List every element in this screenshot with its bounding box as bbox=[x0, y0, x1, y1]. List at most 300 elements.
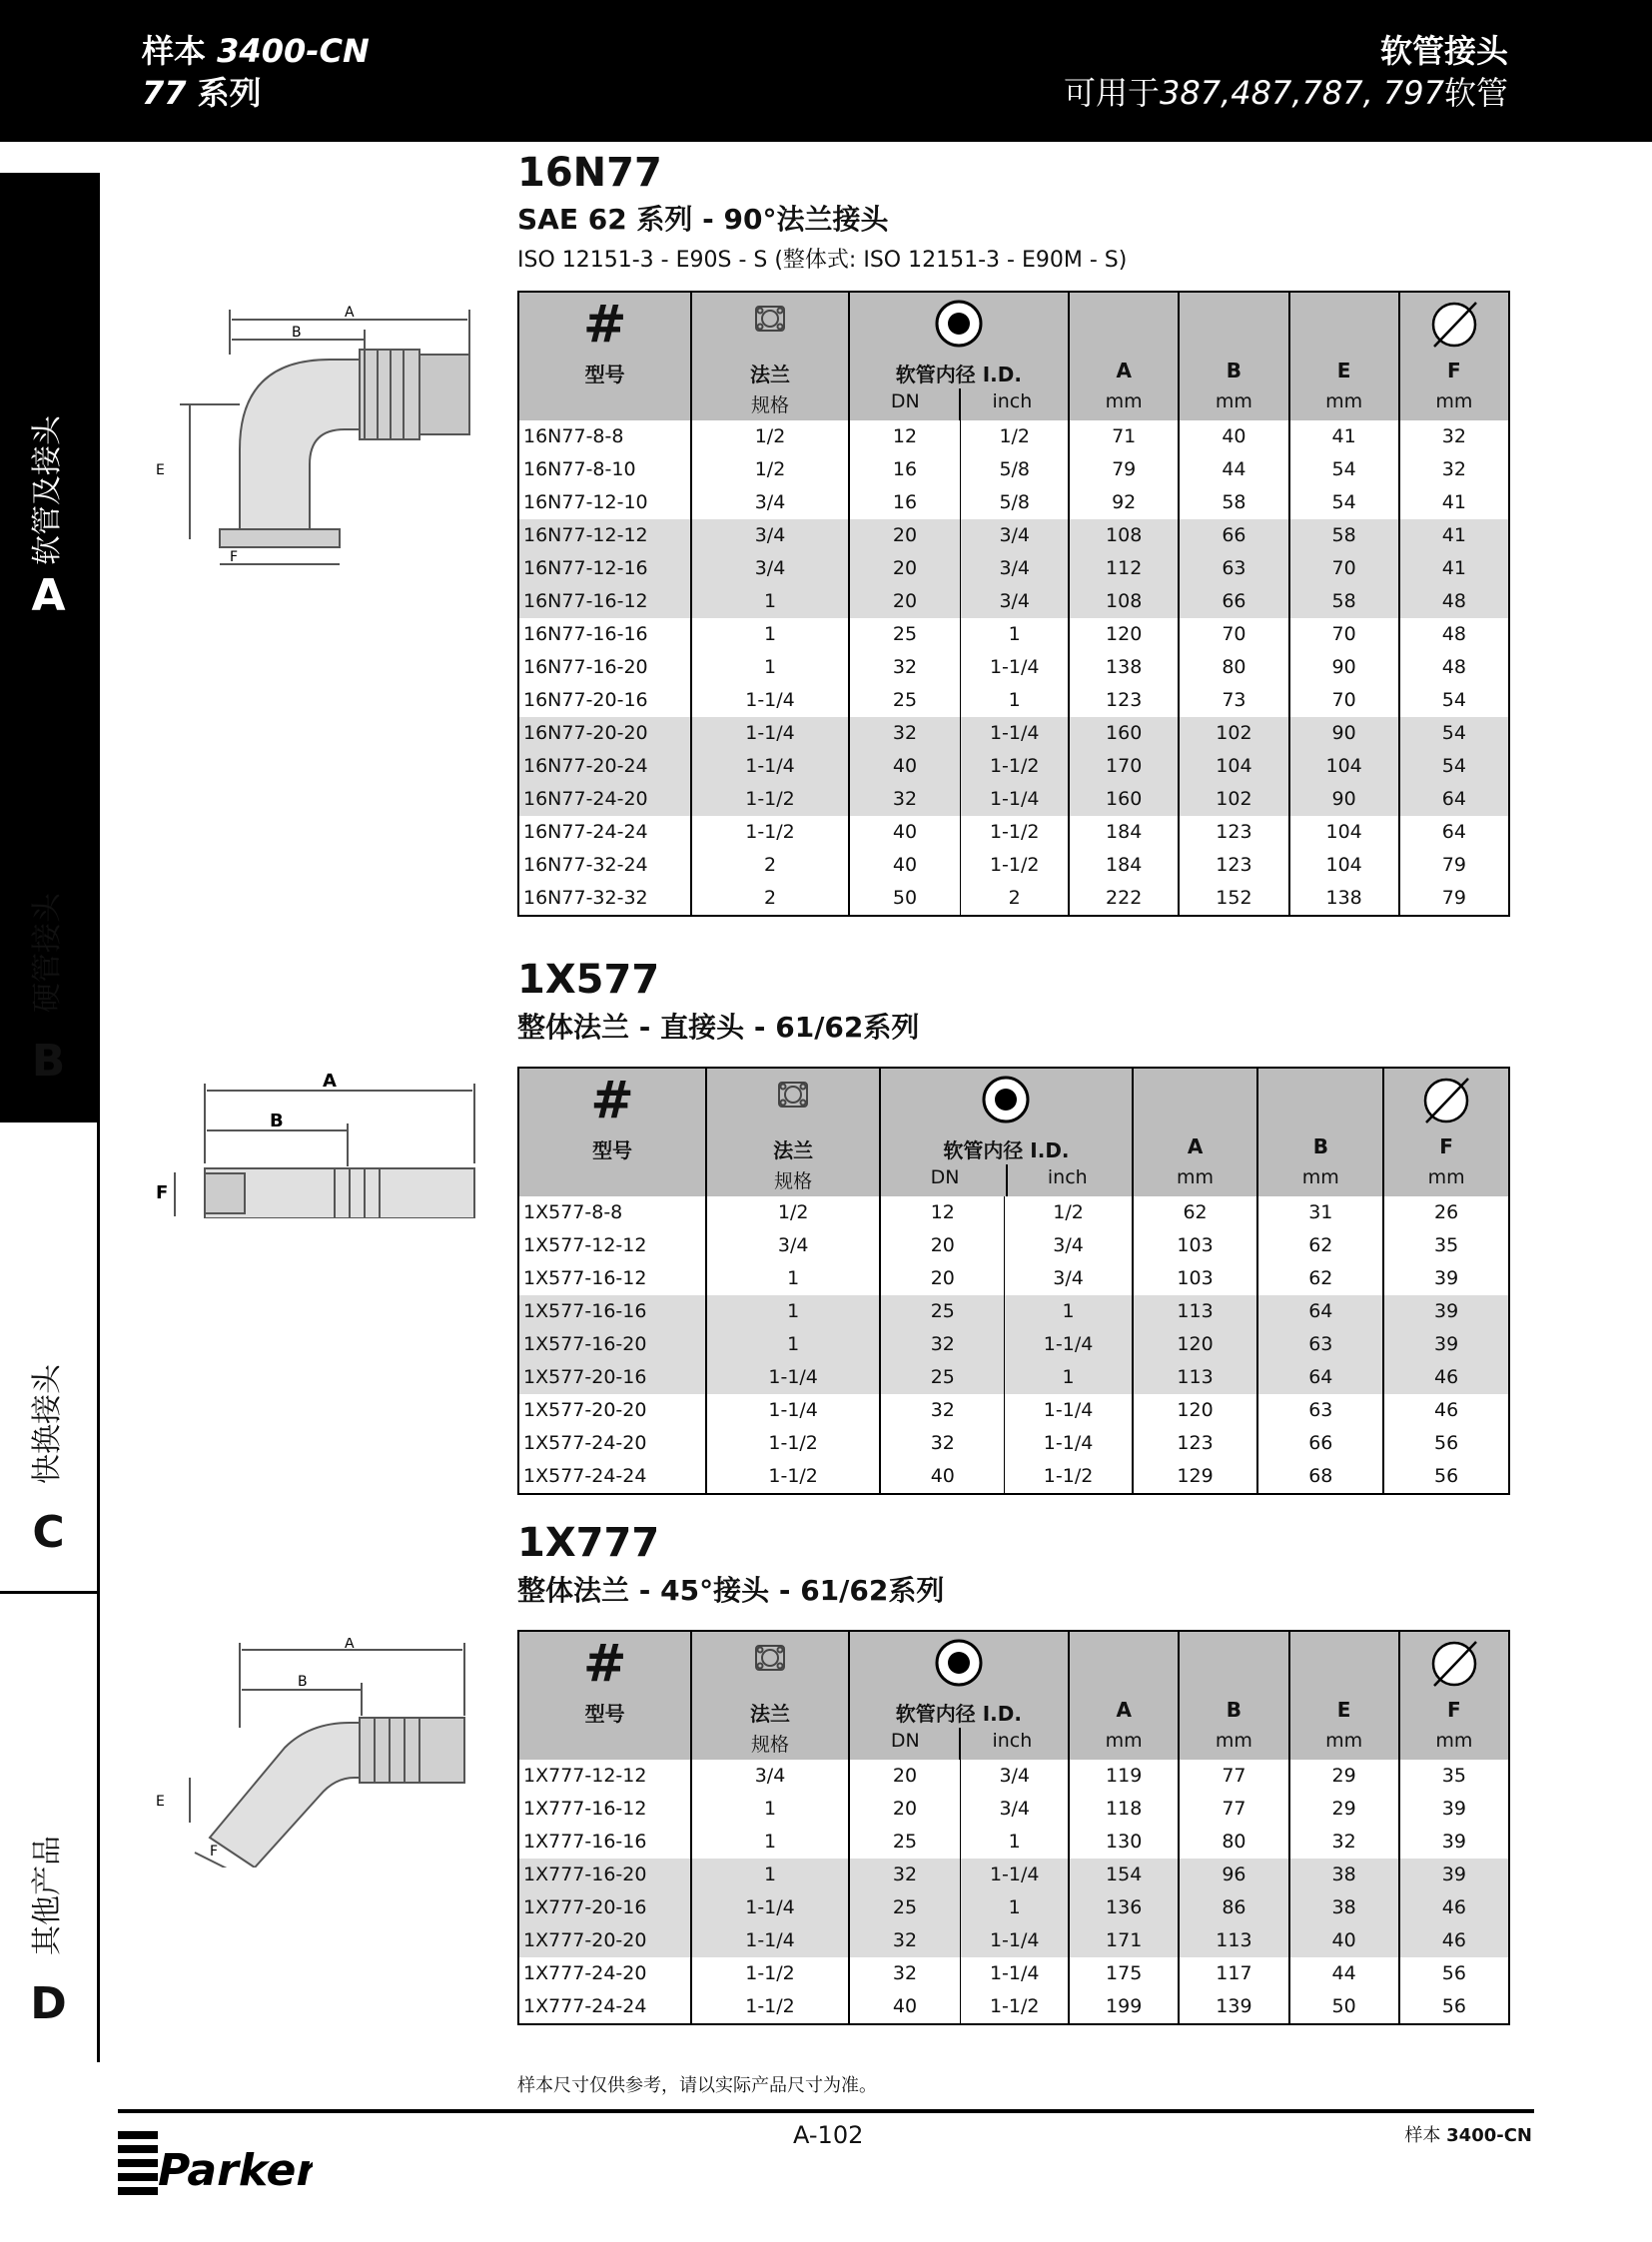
table-cell: 1/2 bbox=[961, 420, 1069, 453]
flange-label: 法兰 bbox=[750, 1702, 790, 1726]
table-row bbox=[518, 1760, 1509, 1793]
page-header bbox=[0, 0, 1652, 142]
dim-a-column-header bbox=[1069, 1631, 1179, 1760]
mm-label: mm bbox=[1435, 1730, 1473, 1752]
mm-label: mm bbox=[1177, 1166, 1215, 1188]
table-cell: 35 bbox=[1399, 1760, 1509, 1793]
table-row bbox=[518, 882, 1509, 916]
hash-symbol: # bbox=[582, 1634, 627, 1694]
table-cell: 20 bbox=[849, 1793, 961, 1826]
table-row bbox=[518, 1924, 1509, 1957]
table-cell: 32 bbox=[849, 1859, 961, 1891]
tab-c[interactable] bbox=[0, 1120, 97, 1591]
table-cell: 70 bbox=[1289, 684, 1399, 717]
table-cell: 103 bbox=[1133, 1262, 1258, 1295]
table-cell: 41 bbox=[1289, 420, 1399, 453]
dim-b-column-header bbox=[1179, 1631, 1288, 1760]
table-cell: 1X577-16-16 bbox=[518, 1295, 706, 1328]
table-cell: 25 bbox=[849, 1891, 961, 1924]
hose-icon-wrap bbox=[934, 299, 984, 353]
table-cell: 56 bbox=[1383, 1427, 1509, 1460]
dim-e-column-header bbox=[1289, 292, 1399, 420]
table-cell: 58 bbox=[1289, 585, 1399, 618]
table-cell: 64 bbox=[1399, 783, 1509, 816]
table-cell: 63 bbox=[1179, 552, 1288, 585]
table-cell: 44 bbox=[1179, 453, 1288, 486]
table-cell: 16N77-20-20 bbox=[518, 717, 691, 750]
table-cell: 123 bbox=[1179, 816, 1288, 849]
table-cell: 3/4 bbox=[961, 1760, 1069, 1793]
table-cell: 16N77-24-20 bbox=[518, 783, 691, 816]
table-row bbox=[518, 552, 1509, 585]
table-cell: 1-1/4 bbox=[961, 1957, 1069, 1990]
footer-note: 样本尺寸仅供参考，请以实际产品尺寸为准。 bbox=[517, 2075, 877, 2096]
table-cell: 1-1/2 bbox=[691, 816, 848, 849]
table-cell: 1-1/4 bbox=[691, 1891, 848, 1924]
table-cell: 62 bbox=[1257, 1262, 1383, 1295]
table-cell: 86 bbox=[1179, 1891, 1288, 1924]
table-row bbox=[518, 1793, 1509, 1826]
table-cell: 39 bbox=[1383, 1328, 1509, 1361]
table-cell: 1X777-20-16 bbox=[518, 1891, 691, 1924]
table-row bbox=[518, 1196, 1509, 1229]
table-cell: 39 bbox=[1383, 1295, 1509, 1328]
table-cell: 1-1/2 bbox=[961, 1990, 1069, 2024]
table-cell: 44 bbox=[1289, 1957, 1399, 1990]
hose-id-label: 软管内径 I.D. bbox=[895, 1702, 1022, 1726]
table-cell: 32 bbox=[849, 1924, 961, 1957]
table-cell: 1/2 bbox=[1005, 1196, 1133, 1229]
table-cell: 25 bbox=[849, 684, 961, 717]
table-cell: 38 bbox=[1289, 1891, 1399, 1924]
table-row bbox=[518, 816, 1509, 849]
table-cell: 175 bbox=[1069, 1957, 1179, 1990]
table-cell: 1X777-24-20 bbox=[523, 1962, 647, 1984]
table-row bbox=[518, 684, 1509, 717]
mm-label: mm bbox=[1105, 390, 1143, 412]
table-cell: 70 bbox=[1289, 618, 1399, 651]
spec-label: 规格 bbox=[750, 1734, 789, 1756]
table-cell: 160 bbox=[1069, 717, 1179, 750]
table-cell: 66 bbox=[1257, 1427, 1383, 1460]
table-cell: 16N77-12-10 bbox=[523, 491, 648, 513]
dim-b-column-header bbox=[1257, 1068, 1383, 1196]
table-cell: 171 bbox=[1069, 1924, 1179, 1957]
diameter-icon-wrap bbox=[1418, 1075, 1474, 1130]
table-cell: 108 bbox=[1069, 519, 1179, 552]
table-cell: 73 bbox=[1179, 684, 1288, 717]
table-cell: 160 bbox=[1069, 783, 1179, 816]
table-row bbox=[518, 1328, 1509, 1361]
table-cell: 1-1/4 bbox=[691, 717, 848, 750]
table-row bbox=[518, 1460, 1509, 1494]
table-cell: 96 bbox=[1179, 1859, 1288, 1891]
table-cell: 63 bbox=[1257, 1394, 1383, 1427]
table-cell: 16N77-32-32 bbox=[523, 887, 648, 909]
flange-icon bbox=[750, 299, 790, 339]
fitting-straight-drawing bbox=[150, 1069, 479, 1218]
table-cell: 1-1/4 bbox=[691, 750, 848, 783]
footer-divider bbox=[118, 2109, 1534, 2113]
table-cell: 62 bbox=[1133, 1196, 1258, 1229]
table-cell: 40 bbox=[1289, 1924, 1399, 1957]
table-cell: 120 bbox=[1069, 618, 1179, 651]
inch-label: inch bbox=[992, 390, 1033, 412]
table-cell: 1X577-20-16 bbox=[518, 1361, 706, 1394]
table-cell: 20 bbox=[849, 1760, 961, 1793]
table-cell: 26 bbox=[1383, 1196, 1509, 1229]
parker-logo bbox=[118, 2125, 313, 2203]
table-cell: 170 bbox=[1069, 750, 1179, 783]
table-cell: 38 bbox=[1289, 1859, 1399, 1891]
table-cell: 46 bbox=[1383, 1394, 1509, 1427]
table-cell: 139 bbox=[1179, 1990, 1288, 2024]
table-cell: 20 bbox=[849, 552, 961, 585]
table-cell: 32 bbox=[849, 651, 961, 684]
diameter-icon bbox=[1426, 299, 1482, 351]
table-cell: 3/4 bbox=[961, 1793, 1069, 1826]
table-cell: 79 bbox=[1399, 882, 1509, 916]
table-row bbox=[518, 1859, 1509, 1891]
table-cell: 1/2 bbox=[691, 453, 848, 486]
table-cell: 50 bbox=[849, 882, 961, 916]
table-cell: 1-1/2 bbox=[961, 750, 1069, 783]
hose-suffix: 软管 bbox=[1443, 74, 1508, 112]
dim-a-label: A bbox=[1187, 1134, 1204, 1158]
table-cell: 25 bbox=[880, 1361, 1005, 1394]
table-cell: 1 bbox=[961, 618, 1069, 651]
tab-a-label: 软管及接头 bbox=[30, 415, 65, 565]
table-row bbox=[518, 1826, 1509, 1859]
table-cell: 1 bbox=[961, 1826, 1069, 1859]
model-column-header bbox=[518, 292, 691, 420]
table-cell: 222 bbox=[1069, 882, 1179, 916]
table-cell: 25 bbox=[880, 1295, 1005, 1328]
dim-e-label: E bbox=[156, 462, 165, 478]
table-cell: 16N77-12-12 bbox=[518, 519, 691, 552]
table-cell: 20 bbox=[880, 1229, 1005, 1262]
hose-id-label: 软管内径 I.D. bbox=[895, 363, 1022, 386]
table-cell: 29 bbox=[1289, 1793, 1399, 1826]
table-row bbox=[518, 651, 1509, 684]
table-cell: 35 bbox=[1383, 1229, 1509, 1262]
table-cell: 1X577-12-12 bbox=[523, 1234, 647, 1256]
table-cell: 103 bbox=[1133, 1229, 1258, 1262]
table-cell: 79 bbox=[1069, 453, 1179, 486]
table-cell: 3/4 bbox=[706, 1229, 880, 1262]
table-cell: 32 bbox=[1399, 420, 1509, 453]
flange-icon-wrap bbox=[750, 1638, 790, 1682]
tab-d[interactable] bbox=[0, 1591, 97, 2062]
table-cell: 1-1/4 bbox=[1005, 1427, 1133, 1460]
table-row bbox=[518, 1262, 1509, 1295]
table-cell: 48 bbox=[1399, 618, 1509, 651]
tab-a[interactable] bbox=[0, 173, 97, 648]
table-cell: 46 bbox=[1399, 1924, 1509, 1957]
table-cell: 1-1/2 bbox=[691, 1957, 848, 1990]
table-cell: 1 bbox=[1005, 1361, 1133, 1394]
table-cell: 2 bbox=[691, 849, 848, 882]
mm-label: mm bbox=[1215, 390, 1252, 412]
flange-label: 法兰 bbox=[750, 363, 790, 386]
flange-label: 法兰 bbox=[773, 1138, 814, 1162]
fitting-45-drawing bbox=[150, 1638, 479, 1868]
catalog-prefix: 样本 bbox=[142, 32, 207, 70]
table-cell: 1 bbox=[961, 1891, 1069, 1924]
table-cell: 1-1/4 bbox=[1005, 1328, 1133, 1361]
tab-c-label: 快换接头 bbox=[30, 1364, 65, 1484]
dim-a-label: A bbox=[1116, 359, 1132, 382]
dim-a-column-header bbox=[1069, 292, 1179, 420]
spec-label: 规格 bbox=[750, 394, 789, 416]
table-cell: 112 bbox=[1069, 552, 1179, 585]
table-cell: 16 bbox=[849, 486, 961, 519]
dim-f-label-3: F bbox=[210, 1844, 219, 1860]
table-cell: 20 bbox=[849, 585, 961, 618]
table-row bbox=[518, 1990, 1509, 2024]
dim-b-column-header bbox=[1179, 292, 1288, 420]
table-cell: 70 bbox=[1289, 552, 1399, 585]
model-column-header bbox=[518, 1631, 691, 1760]
table-cell: 39 bbox=[1383, 1262, 1509, 1295]
table-row bbox=[518, 453, 1509, 486]
table-cell: 90 bbox=[1289, 783, 1399, 816]
hose-id-column-header bbox=[849, 292, 1069, 420]
table-cell: 20 bbox=[880, 1262, 1005, 1295]
dim-b-label: B bbox=[1312, 1134, 1328, 1158]
table-cell: 1-1/4 bbox=[1005, 1394, 1133, 1427]
dim-a-label-3: A bbox=[345, 1638, 355, 1652]
dim-e-label-3: E bbox=[156, 1794, 165, 1810]
page-number: A-102 bbox=[793, 2121, 864, 2149]
table-cell: 3/4 bbox=[961, 585, 1069, 618]
table-cell: 123 bbox=[1133, 1427, 1258, 1460]
table-cell: 90 bbox=[1289, 717, 1399, 750]
table-cell: 1X577-20-20 bbox=[523, 1399, 647, 1421]
table-cell: 48 bbox=[1399, 651, 1509, 684]
chapter-sidebar bbox=[0, 173, 100, 2062]
spec-table-1x577 bbox=[517, 1067, 1510, 1495]
table-cell: 20 bbox=[849, 519, 961, 552]
table-row bbox=[518, 1957, 1509, 1990]
table-row bbox=[518, 1361, 1509, 1394]
table-cell: 25 bbox=[849, 618, 961, 651]
hose-id-column-header bbox=[849, 1631, 1069, 1760]
flange-icon-wrap bbox=[750, 299, 790, 343]
table-cell: 129 bbox=[1133, 1460, 1258, 1494]
table-cell: 1X777-16-12 bbox=[523, 1798, 647, 1820]
mm-label: mm bbox=[1325, 1730, 1363, 1752]
table-cell: 16N77-24-24 bbox=[523, 821, 648, 843]
table-cell: 41 bbox=[1399, 552, 1509, 585]
table-cell: 1 bbox=[706, 1262, 880, 1295]
table-cell: 1/2 bbox=[691, 420, 848, 453]
table-cell: 77 bbox=[1179, 1760, 1288, 1793]
table-cell: 1X577-8-8 bbox=[523, 1201, 623, 1223]
table-cell: 12 bbox=[849, 420, 961, 453]
tab-d-letter: D bbox=[30, 1978, 67, 2029]
table-cell: 3/4 bbox=[961, 552, 1069, 585]
series-suffix: 系列 bbox=[197, 74, 262, 112]
section-16n77-standard: ISO 12151-3 - E90S - S (整体式: ISO 12151-3 - E90M - S) bbox=[517, 248, 1128, 273]
table-cell: 58 bbox=[1179, 486, 1288, 519]
table-cell: 1-1/4 bbox=[961, 1859, 1069, 1891]
section-info bbox=[1064, 30, 1508, 114]
table-cell: 54 bbox=[1399, 750, 1509, 783]
dim-f-column-header bbox=[1383, 1068, 1509, 1196]
table-row bbox=[518, 717, 1509, 750]
table-cell: 16N77-20-16 bbox=[523, 689, 648, 711]
table-cell: 113 bbox=[1179, 1924, 1288, 1957]
dn-label: DN bbox=[890, 390, 920, 412]
table-cell: 40 bbox=[849, 849, 961, 882]
table-cell: 41 bbox=[1399, 519, 1509, 552]
mm-label: mm bbox=[1325, 390, 1363, 412]
table-cell: 1X777-16-20 bbox=[518, 1859, 691, 1891]
table-cell: 1 bbox=[706, 1328, 880, 1361]
table-cell: 152 bbox=[1179, 882, 1288, 916]
diameter-icon-wrap bbox=[1426, 1638, 1482, 1694]
hose-prefix: 可用于 bbox=[1063, 74, 1160, 112]
table-cell: 54 bbox=[1289, 453, 1399, 486]
dim-a-label: A bbox=[1116, 1698, 1132, 1722]
table-cell: 3/4 bbox=[691, 1760, 848, 1793]
table-cell: 71 bbox=[1069, 420, 1179, 453]
table-row bbox=[518, 1229, 1509, 1262]
table-row bbox=[518, 1295, 1509, 1328]
table-cell: 123 bbox=[1179, 849, 1288, 882]
hose-id-icon bbox=[981, 1075, 1031, 1124]
flange-column-header bbox=[691, 292, 848, 420]
diameter-icon bbox=[1426, 1638, 1482, 1690]
table-row bbox=[518, 1427, 1509, 1460]
spec-table-1x777 bbox=[517, 1630, 1510, 2025]
table-cell: 32 bbox=[880, 1427, 1005, 1460]
table-cell: 5/8 bbox=[961, 486, 1069, 519]
table-cell: 32 bbox=[880, 1328, 1005, 1361]
table-cell: 62 bbox=[1257, 1229, 1383, 1262]
table-cell: 1-1/4 bbox=[961, 651, 1069, 684]
dim-b-label: B bbox=[1226, 359, 1242, 382]
table-cell: 1 bbox=[1005, 1295, 1133, 1328]
tab-b-letter: B bbox=[31, 1036, 66, 1087]
table-cell: 16N77-20-24 bbox=[518, 750, 691, 783]
dim-f-label: F bbox=[1439, 1134, 1453, 1158]
footer-catalog bbox=[1404, 2121, 1532, 2147]
table-cell: 102 bbox=[1179, 783, 1288, 816]
table-cell: 48 bbox=[1399, 585, 1509, 618]
dim-a-label-2: A bbox=[323, 1071, 337, 1092]
section-16n77-title: 16N77 bbox=[517, 150, 662, 196]
table-cell: 80 bbox=[1179, 1826, 1288, 1859]
dim-f-column-header bbox=[1399, 1631, 1509, 1760]
table-cell: 66 bbox=[1179, 585, 1288, 618]
table-cell: 113 bbox=[1133, 1361, 1258, 1394]
mm-label: mm bbox=[1105, 1730, 1143, 1752]
dim-a-column-header bbox=[1133, 1068, 1258, 1196]
table-cell: 1-1/2 bbox=[706, 1427, 880, 1460]
table-cell: 25 bbox=[849, 1826, 961, 1859]
section-1x777-subtitle: 整体法兰 - 45°接头 - 61/62系列 bbox=[517, 1574, 945, 1607]
hose-id-icon bbox=[934, 299, 984, 349]
table-cell: 1-1/2 bbox=[691, 1990, 848, 2024]
section-1x777-title: 1X777 bbox=[517, 1520, 660, 1566]
table-cell: 46 bbox=[1383, 1361, 1509, 1394]
table-cell: 40 bbox=[1179, 420, 1288, 453]
table-row bbox=[518, 750, 1509, 783]
table-cell: 16N77-16-16 bbox=[523, 623, 648, 645]
table-cell: 1-1/2 bbox=[1005, 1460, 1133, 1494]
table-cell: 2 bbox=[961, 882, 1069, 916]
dim-a-label: A bbox=[345, 305, 355, 321]
dim-b-label: B bbox=[292, 325, 302, 341]
table-cell: 16N77-12-16 bbox=[518, 552, 691, 585]
table-cell: 1 bbox=[961, 684, 1069, 717]
table-cell: 29 bbox=[1289, 1760, 1399, 1793]
table-cell: 80 bbox=[1179, 651, 1288, 684]
table-cell: 1X777-16-16 bbox=[523, 1831, 647, 1853]
dim-f-column-header bbox=[1399, 292, 1509, 420]
flange-icon bbox=[750, 1638, 790, 1678]
table-cell: 184 bbox=[1069, 849, 1179, 882]
hose-codes: 387,487,787, 797 bbox=[1159, 74, 1444, 112]
table-cell: 16N77-8-10 bbox=[523, 458, 636, 480]
table-cell: 12 bbox=[880, 1196, 1005, 1229]
table-row bbox=[518, 519, 1509, 552]
table-cell: 120 bbox=[1133, 1394, 1258, 1427]
table-cell: 40 bbox=[849, 750, 961, 783]
flange-column-header bbox=[706, 1068, 880, 1196]
table-row bbox=[518, 1394, 1509, 1427]
dim-e-label: E bbox=[1336, 359, 1351, 382]
table-cell: 1-1/4 bbox=[961, 1924, 1069, 1957]
section-1x577-title: 1X577 bbox=[517, 957, 660, 1003]
table-cell: 1/2 bbox=[706, 1196, 880, 1229]
diameter-icon-wrap bbox=[1426, 299, 1482, 355]
table-cell: 118 bbox=[1069, 1793, 1179, 1826]
table-cell: 3/4 bbox=[691, 486, 848, 519]
table-cell: 120 bbox=[1133, 1328, 1258, 1361]
table-cell: 50 bbox=[1289, 1990, 1399, 2024]
table-cell: 64 bbox=[1257, 1295, 1383, 1328]
table-cell: 199 bbox=[1069, 1990, 1179, 2024]
table-cell: 1 bbox=[691, 1826, 848, 1859]
table-row bbox=[518, 486, 1509, 519]
table-cell: 1 bbox=[691, 618, 848, 651]
table-cell: 70 bbox=[1179, 618, 1288, 651]
inch-label: inch bbox=[1047, 1166, 1088, 1188]
tab-b[interactable] bbox=[0, 648, 97, 1120]
table-cell: 108 bbox=[1069, 585, 1179, 618]
dim-b-label: B bbox=[1226, 1698, 1242, 1722]
table-cell: 1-1/4 bbox=[961, 717, 1069, 750]
spec-table-16n77 bbox=[517, 291, 1510, 917]
table-cell: 1X577-24-20 bbox=[523, 1432, 647, 1454]
table-cell: 39 bbox=[1399, 1793, 1509, 1826]
table-cell: 1 bbox=[691, 1859, 848, 1891]
table-cell: 32 bbox=[849, 783, 961, 816]
table-row bbox=[518, 618, 1509, 651]
table-cell: 136 bbox=[1069, 1891, 1179, 1924]
table-cell: 16 bbox=[849, 453, 961, 486]
table-cell: 16N77-32-24 bbox=[523, 854, 648, 876]
table-cell: 56 bbox=[1399, 1990, 1509, 2024]
dim-b-label-2: B bbox=[270, 1111, 284, 1131]
model-label: 型号 bbox=[584, 1702, 625, 1726]
series-code: 77 bbox=[142, 74, 187, 112]
table-cell: 117 bbox=[1179, 1957, 1288, 1990]
table-cell: 1-1/4 bbox=[691, 1924, 848, 1957]
